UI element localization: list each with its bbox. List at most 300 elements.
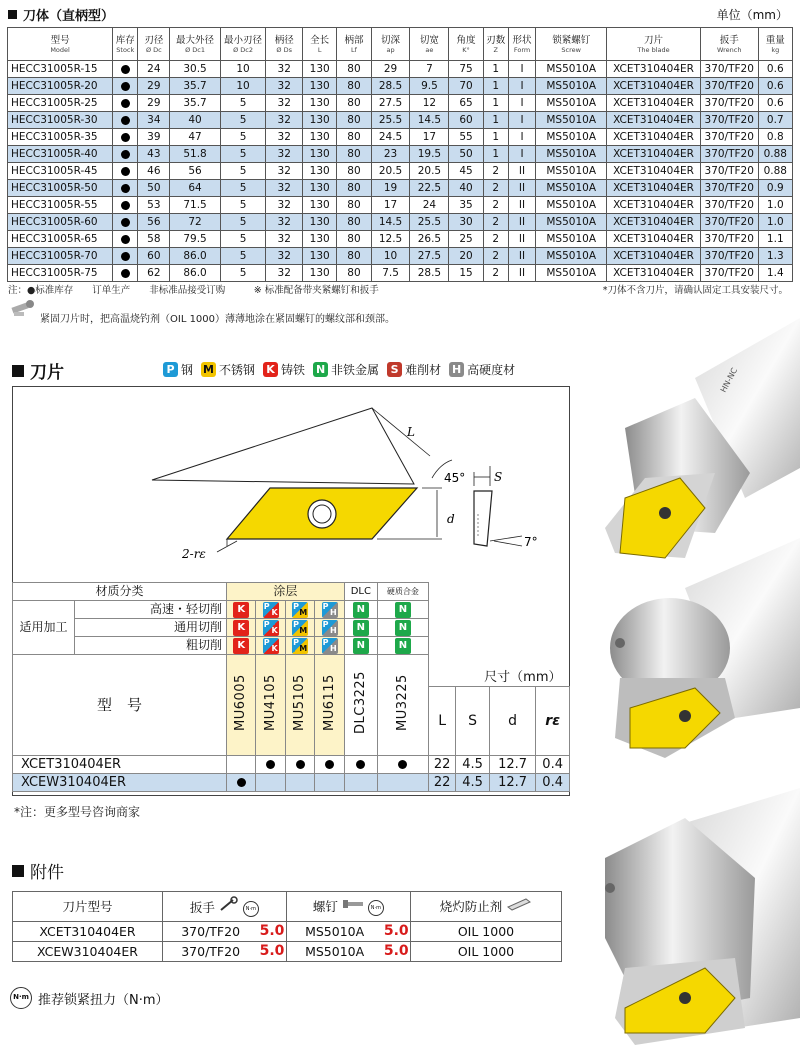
grade-badge-cell <box>377 637 428 655</box>
table-cell: 20.5 <box>371 163 410 180</box>
table-cell: 130 <box>303 163 337 180</box>
insert-grade-table <box>12 582 570 792</box>
table-cell: 80 <box>337 61 371 78</box>
wrench-icon <box>10 297 36 319</box>
table-cell: MS5010A <box>536 129 607 146</box>
stock-cell <box>377 774 428 792</box>
table-cell: MS5010A <box>536 197 607 214</box>
table-cell: HECC31005R-35 <box>8 129 113 146</box>
table-cell: 14.5 <box>410 112 449 129</box>
table-cell: HECC31005R-25 <box>8 95 113 112</box>
table-cell: 27.5 <box>410 248 449 265</box>
grade-badge-cell <box>315 619 344 637</box>
table-cell: 32 <box>266 95 303 112</box>
table-cell: 32 <box>266 197 303 214</box>
stock-dot-icon <box>325 760 334 769</box>
legend-label: 难削材 <box>405 363 442 377</box>
table-cell: MS5010A <box>536 163 607 180</box>
grade-code: MU4105 <box>262 674 278 731</box>
stock-legend-note: 注：●标准库存 订单生产 非标准品接受订购 ※ 标准配备带夹紧螺钉和扳手 <box>8 285 379 296</box>
table-cell: 80 <box>337 265 371 282</box>
stock-cell <box>377 756 428 774</box>
grade-badge-cell <box>256 637 285 655</box>
stock-cell <box>344 774 377 792</box>
grade-badge-cell <box>315 601 344 619</box>
table-cell <box>113 78 138 95</box>
oil-tube-icon <box>506 897 532 911</box>
table-cell: 370/TF20 <box>700 163 758 180</box>
model-label: 型 号 <box>13 655 227 756</box>
table-cell: XCET310404ER <box>607 95 701 112</box>
table-cell: 72 <box>170 214 220 231</box>
accessories-table <box>12 891 562 962</box>
tool-photo-3 <box>605 788 800 1045</box>
table-cell <box>113 180 138 197</box>
grade-badge-cell <box>256 601 285 619</box>
table-row <box>8 129 793 146</box>
material-n-badge: N <box>395 638 411 654</box>
section-title-text: 刀体（直柄型） <box>23 9 115 24</box>
grade-code-cell <box>256 655 285 756</box>
stock-dot-icon <box>121 65 130 74</box>
insert-model: XCET310404ER <box>13 756 227 774</box>
dim-header: d <box>489 687 535 756</box>
table-cell: 24 <box>410 197 449 214</box>
section-title-text: 刀片 <box>30 363 64 383</box>
table-row <box>8 112 793 129</box>
table-cell: MS5010A <box>536 112 607 129</box>
material-n-badge: N <box>395 620 411 636</box>
product-photos <box>585 318 800 1045</box>
header-wrench-text: 扳手 <box>189 900 215 915</box>
insert-section-title <box>12 358 64 383</box>
column-header: 刃数 Z <box>483 28 508 61</box>
table-cell: I <box>508 78 535 95</box>
table-cell: 80 <box>337 146 371 163</box>
table-cell: 35 <box>449 197 483 214</box>
svg-text:HN-NC: HN-NC <box>718 366 740 394</box>
stock-dot-icon <box>237 778 246 787</box>
legend-item <box>449 361 515 378</box>
dims-label: 尺寸（mm） <box>429 655 570 687</box>
table-cell: 130 <box>303 265 337 282</box>
dim-value: 12.7 <box>489 774 535 792</box>
cut-type-label: 粗切削 <box>75 637 227 655</box>
table-cell: 370/TF20 <box>700 78 758 95</box>
table-cell: 1 <box>483 129 508 146</box>
grade-code-cell <box>227 655 256 756</box>
table-cell: 47 <box>170 129 220 146</box>
section-title-text: 附件 <box>30 863 64 883</box>
dim-value: 0.4 <box>536 774 570 792</box>
table-row <box>13 756 570 774</box>
dlc-label: DLC <box>344 583 377 601</box>
legend-label: 高硬度材 <box>467 363 516 377</box>
table-cell: 10 <box>220 78 266 95</box>
table-cell: 15 <box>449 265 483 282</box>
table-cell: 40 <box>170 112 220 129</box>
acc-wrench: 370/TF20 <box>163 922 259 942</box>
table-cell: 80 <box>337 231 371 248</box>
table-cell: 80 <box>337 163 371 180</box>
table-cell: MS5010A <box>536 265 607 282</box>
label-re: 2-rε <box>182 547 206 561</box>
grade-badge-cell <box>285 619 314 637</box>
material-pk-badge: P K <box>263 601 278 617</box>
table-cell: 35.7 <box>170 95 220 112</box>
table-cell: 27.5 <box>371 95 410 112</box>
material-n-badge: N <box>313 362 328 377</box>
material-ph-badge: P H <box>322 601 337 617</box>
header-oil-text: 烧灼防止剂 <box>439 899 503 914</box>
table-cell: 7 <box>410 61 449 78</box>
material-m-badge: M <box>201 362 216 377</box>
table-cell: XCET310404ER <box>607 265 701 282</box>
table-cell: II <box>508 248 535 265</box>
table-cell: 1.0 <box>758 197 792 214</box>
table-cell: 1.3 <box>758 248 792 265</box>
table-cell: MS5010A <box>536 61 607 78</box>
table-cell: 2 <box>483 197 508 214</box>
table-cell: 80 <box>337 214 371 231</box>
material-k-badge: K <box>233 602 249 618</box>
stock-dot-icon <box>121 167 130 176</box>
table-cell: 1 <box>483 61 508 78</box>
stock-cell <box>256 774 285 792</box>
table-cell: 370/TF20 <box>700 248 758 265</box>
table-cell: 370/TF20 <box>700 95 758 112</box>
table-cell: I <box>508 61 535 78</box>
table-cell <box>113 163 138 180</box>
column-header: 最大外径 Ø Dc1 <box>170 28 220 61</box>
table-cell: 29 <box>138 95 170 112</box>
table-cell: 32 <box>266 78 303 95</box>
table-cell: 14.5 <box>371 214 410 231</box>
material-pk-badge: P K <box>263 637 278 653</box>
table-cell: MS5010A <box>536 231 607 248</box>
square-bullet-icon <box>12 865 24 877</box>
table-cell: 130 <box>303 78 337 95</box>
torque-icon: N·m <box>368 900 384 916</box>
table-cell: XCET310404ER <box>607 78 701 95</box>
table-cell: MS5010A <box>536 248 607 265</box>
column-header: 重量 kg <box>758 28 792 61</box>
table-cell: 80 <box>337 129 371 146</box>
table-cell: 2 <box>483 163 508 180</box>
table-cell: XCET310404ER <box>607 231 701 248</box>
table-cell: 5 <box>220 265 266 282</box>
grade-code: MU5105 <box>292 674 308 731</box>
table-cell: 45 <box>449 163 483 180</box>
table-cell: XCET310404ER <box>607 112 701 129</box>
table-cell: 55 <box>449 129 483 146</box>
table-row <box>8 95 793 112</box>
table-row <box>8 214 793 231</box>
table-cell: 5 <box>220 231 266 248</box>
table-cell: 80 <box>337 248 371 265</box>
stock-dot-icon <box>121 99 130 108</box>
table-cell: 130 <box>303 95 337 112</box>
table-cell <box>113 112 138 129</box>
table-cell: 2 <box>483 231 508 248</box>
stock-dot-icon <box>121 252 130 261</box>
table-row <box>13 942 562 962</box>
table-cell: 50 <box>449 146 483 163</box>
header-insert: 刀片型号 <box>13 892 163 922</box>
table-cell: 32 <box>266 180 303 197</box>
stock-dot-icon <box>121 269 130 278</box>
table-cell: HECC31005R-55 <box>8 197 113 214</box>
table-cell: 1.0 <box>758 214 792 231</box>
table-cell: 12 <box>410 95 449 112</box>
table-row <box>13 774 570 792</box>
table-cell: HECC31005R-45 <box>8 163 113 180</box>
table-cell: I <box>508 112 535 129</box>
table-cell: 370/TF20 <box>700 129 758 146</box>
square-bullet-icon <box>8 10 17 19</box>
acc-torque: 5.0 <box>382 922 410 942</box>
table-cell: 0.6 <box>758 61 792 78</box>
table-cell: 32 <box>266 163 303 180</box>
table-cell: 0.7 <box>758 112 792 129</box>
table-cell: 26.5 <box>410 231 449 248</box>
acc-insert: XCET310404ER <box>13 922 163 942</box>
table-cell: I <box>508 129 535 146</box>
table-cell: 32 <box>266 129 303 146</box>
table-cell: 80 <box>337 197 371 214</box>
table-row <box>8 78 793 95</box>
grade-badge-cell <box>227 619 256 637</box>
material-pm-badge: P M <box>293 601 308 617</box>
column-header: 刀片 The blade <box>607 28 701 61</box>
header-wrench <box>163 892 287 922</box>
table-row <box>13 922 562 942</box>
table-cell: 58 <box>138 231 170 248</box>
table-cell: 20.5 <box>410 163 449 180</box>
acc-torque: 5.0 <box>258 942 286 962</box>
label-7: 7° <box>524 535 538 549</box>
table-cell: HECC31005R-20 <box>8 78 113 95</box>
table-cell: 32 <box>266 214 303 231</box>
stock-dot-icon <box>121 150 130 159</box>
table-cell: 7.5 <box>371 265 410 282</box>
material-k-badge: K <box>233 620 249 636</box>
acc-torque: 5.0 <box>382 942 410 962</box>
acc-screw: MS5010A <box>286 942 382 962</box>
table-cell: 80 <box>337 95 371 112</box>
hard-alloy-label: 硬质合金 <box>377 583 428 601</box>
dim-value: 12.7 <box>489 756 535 774</box>
table-cell: 29 <box>371 61 410 78</box>
table-cell: HECC31005R-70 <box>8 248 113 265</box>
table-cell: 370/TF20 <box>700 197 758 214</box>
wrench-icon <box>219 896 239 912</box>
column-header: 锁紧螺钉 Screw <box>536 28 607 61</box>
table-cell: MS5010A <box>536 180 607 197</box>
table-cell: 35.7 <box>170 78 220 95</box>
material-n-badge: N <box>353 602 369 618</box>
table-cell: 56 <box>170 163 220 180</box>
stock-cell <box>315 756 344 774</box>
stock-dot-icon <box>121 235 130 244</box>
material-pm-badge: P M <box>293 637 308 653</box>
table-cell: 0.9 <box>758 180 792 197</box>
table-cell: 43 <box>138 146 170 163</box>
torque-icon: N·m <box>243 901 259 917</box>
table-cell: II <box>508 214 535 231</box>
legend-item <box>313 361 379 378</box>
table-cell: 2 <box>483 180 508 197</box>
torque-icon: N·m <box>10 987 32 1009</box>
table-cell: 5 <box>220 197 266 214</box>
table-cell: 10 <box>371 248 410 265</box>
table-cell: HECC31005R-65 <box>8 231 113 248</box>
label-L: L <box>407 425 415 439</box>
table-cell: 32 <box>266 112 303 129</box>
acc-oil: OIL 1000 <box>410 942 561 962</box>
stock-dot-icon <box>121 218 130 227</box>
column-header: 型号 Model <box>8 28 113 61</box>
table-cell: 0.88 <box>758 163 792 180</box>
table-cell: 86.0 <box>170 248 220 265</box>
table-cell: XCET310404ER <box>607 180 701 197</box>
accessories-section-title <box>12 858 64 883</box>
grade-code-cell <box>315 655 344 756</box>
table-cell: 17 <box>410 129 449 146</box>
legend-item <box>201 361 255 378</box>
table-cell: 5 <box>220 112 266 129</box>
grade-badge-cell <box>344 619 377 637</box>
table-cell: 0.88 <box>758 146 792 163</box>
table-cell: HECC31005R-30 <box>8 112 113 129</box>
material-ph-badge: P H <box>322 619 337 635</box>
stock-cell <box>344 756 377 774</box>
table-cell: 79.5 <box>170 231 220 248</box>
table-cell: 130 <box>303 129 337 146</box>
table-cell: 12.5 <box>371 231 410 248</box>
table-cell: HECC31005R-60 <box>8 214 113 231</box>
column-header: 库存 Stock <box>113 28 138 61</box>
table-cell: 39 <box>138 129 170 146</box>
application-label: 适用加工 <box>13 601 75 655</box>
column-header: 切宽 ae <box>410 28 449 61</box>
column-header: 形状 Form <box>508 28 535 61</box>
grade-code: MU6115 <box>321 674 337 731</box>
legend-label: 钢 <box>181 363 194 377</box>
header-screw-text: 螺钉 <box>312 899 338 914</box>
table-cell: 5 <box>220 146 266 163</box>
table-row <box>8 146 793 163</box>
table-cell <box>113 95 138 112</box>
material-n-badge: N <box>353 620 369 636</box>
stock-cell <box>227 774 256 792</box>
table-cell: XCET310404ER <box>607 129 701 146</box>
grade-badge-cell <box>377 619 428 637</box>
table-cell: 60 <box>449 112 483 129</box>
acc-wrench: 370/TF20 <box>163 942 259 962</box>
table-cell: 80 <box>337 112 371 129</box>
material-s-badge: S <box>387 362 402 377</box>
acc-insert: XCEW310404ER <box>13 942 163 962</box>
table-cell: 130 <box>303 214 337 231</box>
table-cell: XCET310404ER <box>607 248 701 265</box>
dim-header: S <box>456 687 490 756</box>
table-cell: II <box>508 265 535 282</box>
table-cell: 32 <box>266 248 303 265</box>
table-cell: 130 <box>303 61 337 78</box>
table-cell: 5 <box>220 248 266 265</box>
legend-item <box>263 361 305 378</box>
table-cell <box>113 265 138 282</box>
material-ph-badge: P H <box>322 637 337 653</box>
coating-label: 涂层 <box>227 583 345 601</box>
table-cell: 71.5 <box>170 197 220 214</box>
table-cell: 25 <box>449 231 483 248</box>
table-cell: 80 <box>337 180 371 197</box>
grade-code-cell <box>344 655 377 756</box>
tighten-note: 紧固刀片时，把高温烧钓剂（OIL 1000）薄薄地涂在紧固螺钉的螺纹部和颈部。 <box>40 314 396 325</box>
table-cell: XCET310404ER <box>607 146 701 163</box>
table-row <box>8 61 793 78</box>
grade-badge-cell <box>256 619 285 637</box>
stock-cell <box>227 756 256 774</box>
column-header: 刃径 Ø Dc <box>138 28 170 61</box>
table-cell: 19 <box>371 180 410 197</box>
material-k-badge: K <box>233 638 249 654</box>
table-cell: 2 <box>483 214 508 231</box>
table-cell: 130 <box>303 197 337 214</box>
table-row <box>8 265 793 282</box>
material-n-badge: N <box>395 602 411 618</box>
table-cell: 130 <box>303 112 337 129</box>
dim-header: rε <box>536 687 570 756</box>
tool-photo-1 <box>605 318 800 558</box>
legend-label: 不锈钢 <box>219 363 256 377</box>
table-cell: 130 <box>303 231 337 248</box>
table-row <box>8 180 793 197</box>
table-cell: 5 <box>220 129 266 146</box>
table-cell: 80 <box>337 78 371 95</box>
table-cell: 5 <box>220 95 266 112</box>
table-cell: 5 <box>220 180 266 197</box>
table-cell: I <box>508 95 535 112</box>
dim-value: 4.5 <box>456 756 490 774</box>
table-cell: 70 <box>449 78 483 95</box>
stock-dot-icon <box>121 133 130 142</box>
label-d: d <box>447 512 455 526</box>
table-cell: MS5010A <box>536 95 607 112</box>
table-cell: 60 <box>138 248 170 265</box>
table-cell: HECC31005R-40 <box>8 146 113 163</box>
column-header: 角度 K° <box>449 28 483 61</box>
material-pm-badge: P M <box>293 619 308 635</box>
table-cell: HECC31005R-15 <box>8 61 113 78</box>
material-class-label: 材质分类 <box>13 583 227 601</box>
table-cell: XCET310404ER <box>607 214 701 231</box>
table-cell <box>113 61 138 78</box>
table-cell: 25.5 <box>410 214 449 231</box>
grade-badge-cell <box>285 637 314 655</box>
stock-dot-icon <box>356 760 365 769</box>
table-cell: 1 <box>483 95 508 112</box>
stock-dot-icon <box>296 760 305 769</box>
column-header: 切深 ap <box>371 28 410 61</box>
table-cell: 2 <box>483 265 508 282</box>
material-pk-badge: P K <box>263 619 278 635</box>
table-cell <box>113 214 138 231</box>
table-cell: II <box>508 180 535 197</box>
dim-value: 22 <box>429 756 456 774</box>
